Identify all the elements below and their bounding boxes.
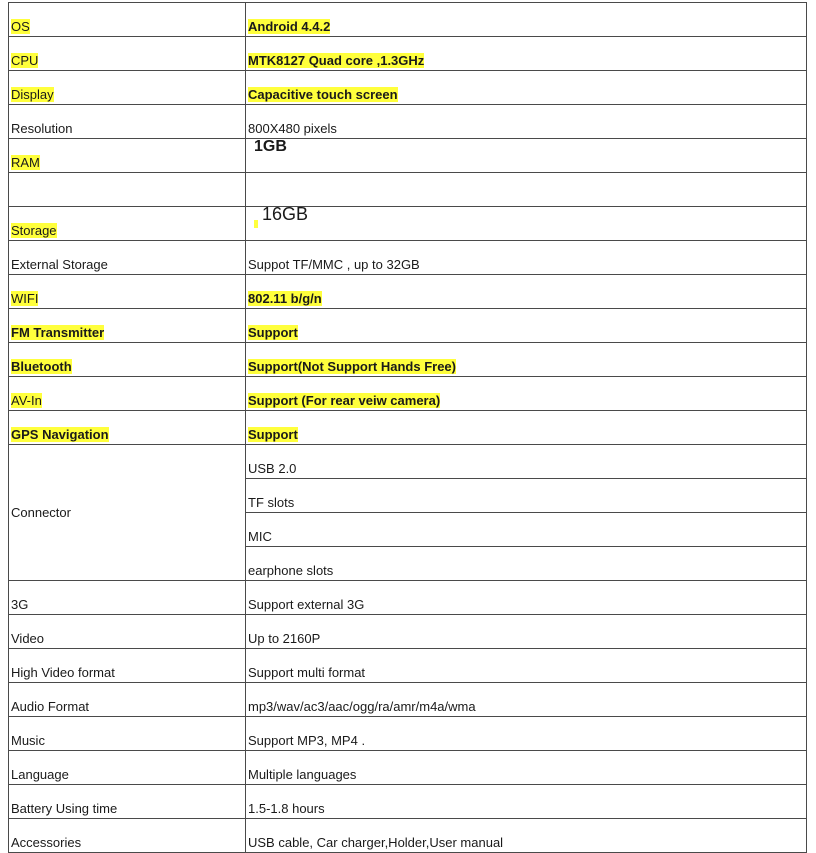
table-row [9, 105, 807, 139]
row-value [246, 445, 807, 479]
row-label [9, 649, 246, 683]
value-bluetooth: Support(Not Support Hands Free) [248, 359, 456, 374]
label-video: Video [11, 631, 45, 646]
value-cpu: MTK8127 Quad core ,1.3GHz [248, 53, 425, 68]
table-row [9, 615, 807, 649]
table-row [9, 207, 807, 241]
table-row [9, 275, 807, 309]
table-row [9, 445, 807, 479]
table-row [9, 785, 807, 819]
row-value [246, 513, 807, 547]
row-value [246, 37, 807, 71]
label-storage: Storage [11, 223, 57, 238]
row-label [9, 445, 246, 581]
label-av-in: AV-In [11, 393, 42, 408]
row-label [9, 241, 246, 275]
value-connector-earphone: earphone slots [248, 563, 334, 578]
row-value [246, 547, 807, 581]
row-label [9, 37, 246, 71]
value-external-storage: Suppot TF/MMC , up to 32GB [248, 257, 420, 272]
row-label [9, 105, 246, 139]
table-row [9, 377, 807, 411]
row-value [246, 139, 807, 173]
table-row [9, 683, 807, 717]
table-row [9, 309, 807, 343]
label-3g: 3G [11, 597, 29, 612]
table-row [9, 37, 807, 71]
row-value [246, 105, 807, 139]
row-label [9, 377, 246, 411]
table-row [9, 139, 807, 173]
row-label [9, 683, 246, 717]
label-cpu: CPU [11, 53, 39, 68]
row-value [246, 241, 807, 275]
table-row [9, 3, 807, 37]
row-value [246, 649, 807, 683]
value-display: Capacitive touch screen [248, 87, 398, 102]
label-display: Display [11, 87, 54, 102]
row-label [9, 207, 246, 241]
row-value [246, 615, 807, 649]
row-label [9, 581, 246, 615]
row-label [9, 139, 246, 173]
value-audio-format: mp3/wav/ac3/aac/ogg/ra/amr/m4a/wma [248, 699, 476, 714]
value-music: Support MP3, MP4 . [248, 733, 366, 748]
value-language: Multiple languages [248, 767, 357, 782]
table-row [9, 717, 807, 751]
value-connector-mic: MIC [248, 529, 272, 544]
label-fm-transmitter: FM Transmitter [11, 325, 105, 340]
table-row [9, 751, 807, 785]
label-accessories: Accessories [11, 835, 82, 850]
table-row [9, 649, 807, 683]
row-label [9, 819, 246, 853]
spec-table [8, 2, 807, 853]
row-label [9, 3, 246, 37]
table-row [9, 173, 807, 207]
label-resolution: Resolution [11, 121, 73, 136]
label-battery-using-time: Battery Using time [11, 801, 118, 816]
row-value [246, 479, 807, 513]
label-external-storage: External Storage [11, 257, 108, 272]
value-connector-usb: USB 2.0 [248, 461, 297, 476]
label-bluetooth: Bluetooth [11, 359, 72, 374]
row-value [246, 309, 807, 343]
table-row [9, 241, 807, 275]
row-value [246, 819, 807, 853]
value-accessories: USB cable, Car charger,Holder,User manual [248, 835, 504, 850]
label-wifi: WIFI [11, 291, 39, 306]
label-ram: RAM [11, 155, 40, 170]
value-3g: Support external 3G [248, 597, 365, 612]
value-storage: 16GB [262, 206, 309, 224]
row-value [246, 3, 807, 37]
row-value [246, 683, 807, 717]
table-row [9, 581, 807, 615]
row-label [9, 309, 246, 343]
highlight-mark [254, 220, 258, 228]
row-label [9, 173, 246, 207]
row-label [9, 785, 246, 819]
row-value [246, 71, 807, 105]
value-connector-tf: TF slots [248, 495, 295, 510]
label-os: OS [11, 19, 30, 34]
row-label [9, 343, 246, 377]
value-fm-transmitter: Support [248, 325, 298, 340]
table-row [9, 343, 807, 377]
row-label [9, 411, 246, 445]
row-label [9, 717, 246, 751]
value-wifi: 802.11 b/g/n [248, 291, 322, 306]
value-battery-using-time: 1.5-1.8 hours [248, 801, 325, 816]
table-row [9, 411, 807, 445]
row-value [246, 275, 807, 309]
row-label [9, 615, 246, 649]
label-high-video-format: High Video format [11, 665, 115, 680]
row-value [246, 377, 807, 411]
label-music: Music [11, 733, 45, 748]
row-label [9, 275, 246, 309]
row-label [9, 751, 246, 785]
value-high-video-format: Support multi format [248, 665, 366, 680]
label-connector: Connector [11, 505, 71, 520]
value-video: Up to 2160P [248, 631, 321, 646]
row-value [246, 717, 807, 751]
row-value [246, 207, 807, 241]
value-resolution: 800X480 pixels [248, 121, 337, 136]
label-gps-navigation: GPS Navigation [11, 427, 109, 442]
value-av-in: Support (For rear veiw camera) [248, 393, 441, 408]
table-row [9, 819, 807, 853]
row-value [246, 751, 807, 785]
row-value [246, 343, 807, 377]
row-value [246, 173, 807, 207]
row-value [246, 785, 807, 819]
value-gps-navigation: Support [248, 427, 298, 442]
value-os: Android 4.4.2 [248, 19, 331, 34]
table-row [9, 71, 807, 105]
row-value [246, 581, 807, 615]
value-ram: 1GB [254, 138, 287, 155]
row-value [246, 411, 807, 445]
row-label [9, 71, 246, 105]
label-language: Language [11, 767, 69, 782]
label-audio-format: Audio Format [11, 699, 90, 714]
